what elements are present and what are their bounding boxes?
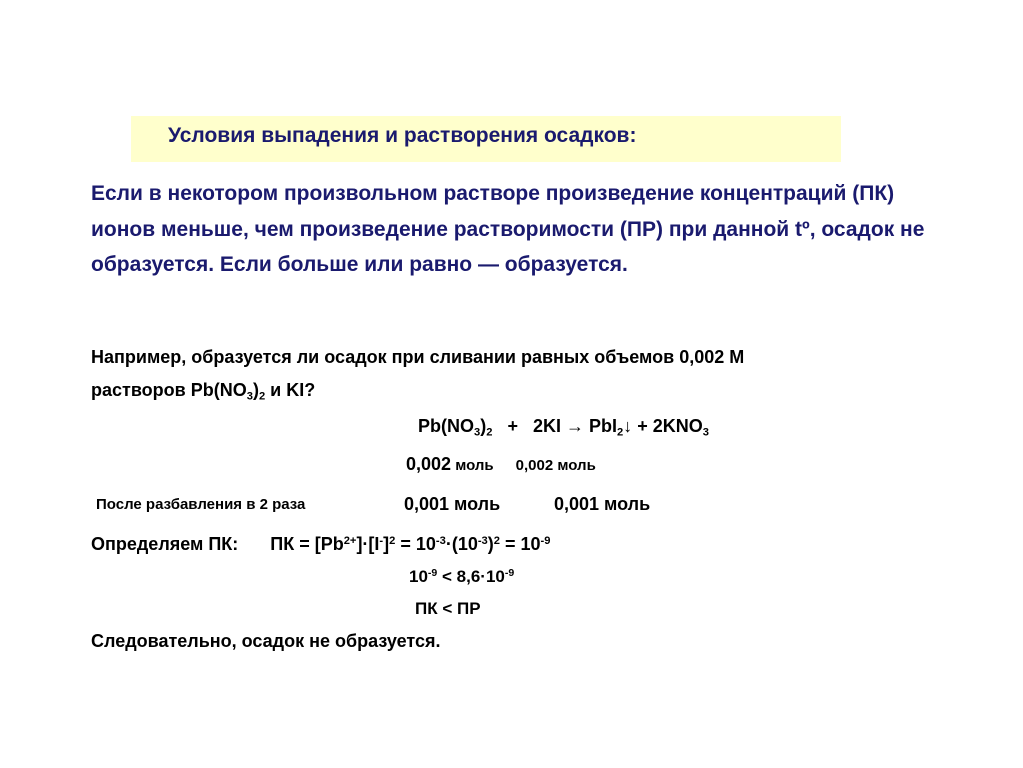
pk-calculation: Определяем ПК: ПК = $[Pb^{2+}]\cdot[I^-]^2 = 10^{-3}\cdot(10^{-3})^2 = 10^{-9}$ — [91, 534, 551, 554]
initial-moles-row: 0,002 моль 0,002 моль — [406, 454, 596, 474]
example-question-line-1: Например, образуется ли осадок при сливании равных объемов 0,002 М — [91, 347, 745, 367]
comparison-line: $10^{-9} < 8,6\cdot 10^{-9}$ — [409, 567, 515, 586]
conclusion: Следовательно, осадок не образуется. — [91, 631, 441, 651]
slide-title: Условия выпадения и растворения осадков: — [168, 124, 637, 147]
intro-paragraph: Если в некотором произвольном растворе произведение концентраций (ПК) ионов меньше, чем произведение растворимости (ПР) при данной tº, осадок не образуется. Если больше или равно — образуется. — [91, 182, 925, 276]
diluted-moles-1: 0,001 моль — [404, 494, 501, 514]
example-question-line-2: растворов $Pb(NO_3)_2$ и KI? — [91, 380, 316, 403]
pk-less-than-pr: ПК < ПР — [415, 599, 481, 618]
reaction-equation: $Pb(NO_3)_2 + 2KI$ → PbI$_2$↓ + $2KNO_3$ — [418, 416, 709, 439]
dilution-label: После разбавления в 2 раза — [96, 496, 306, 513]
diluted-moles-2: 0,001 моль — [554, 494, 651, 514]
